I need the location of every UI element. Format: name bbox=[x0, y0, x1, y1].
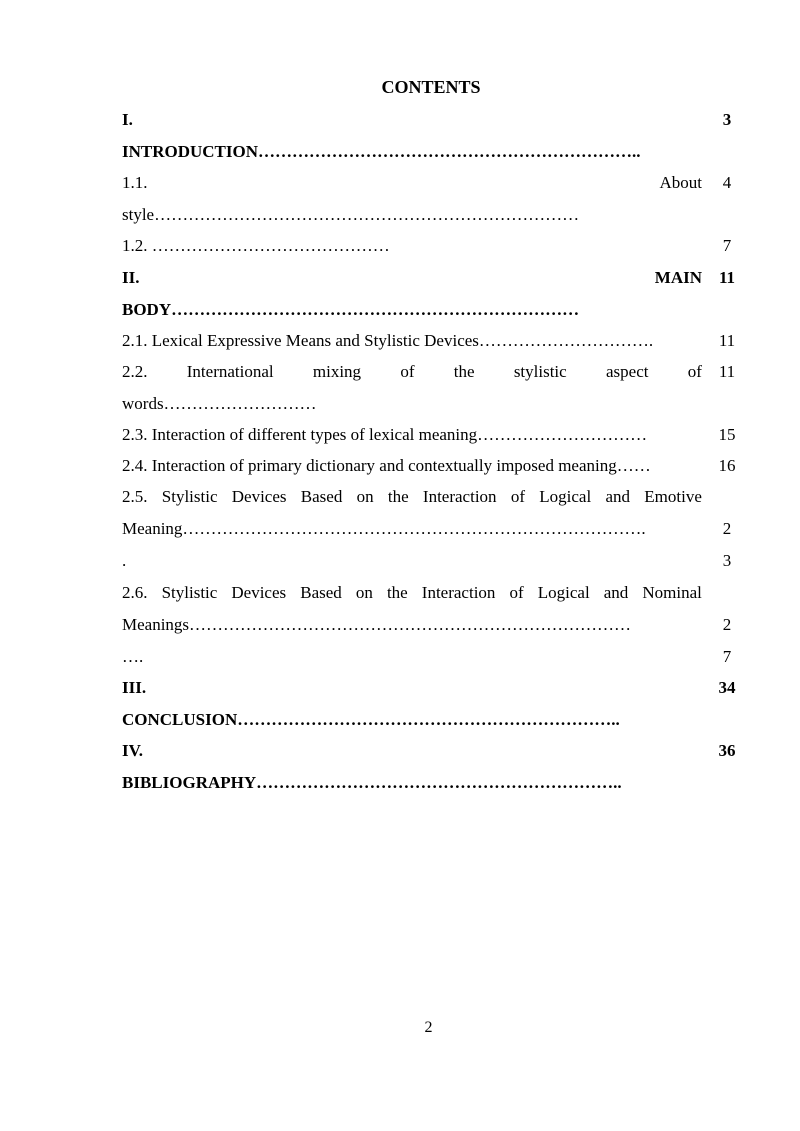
word: aspect bbox=[605, 362, 649, 381]
word: Based bbox=[300, 487, 343, 506]
toc-2-6-title bbox=[122, 582, 702, 604]
toc-2-6-page-part-a: 2 bbox=[722, 615, 732, 634]
toc-2-4-page: 16 bbox=[718, 456, 736, 475]
word: Interaction bbox=[421, 583, 496, 602]
word: and bbox=[605, 487, 630, 506]
toc-2-2-continuation: words……………………… bbox=[122, 394, 317, 413]
word: of bbox=[400, 362, 415, 381]
toc-2-6-dots: …. bbox=[122, 647, 144, 666]
word: the bbox=[387, 487, 409, 506]
word: stylistic bbox=[513, 362, 567, 381]
toc-2-4-title: 2.4. Interaction of primary dictionary and contextually imposed meaning…… bbox=[122, 456, 651, 475]
toc-conclusion-page: 34 bbox=[718, 678, 736, 697]
word: Nominal bbox=[642, 583, 702, 602]
toc-1-1-title: About bbox=[659, 173, 702, 192]
toc-intro-page: 3 bbox=[722, 110, 732, 129]
toc-2-2-title bbox=[122, 361, 702, 383]
toc-2-5-page-part-a: 2 bbox=[722, 519, 732, 538]
word: of bbox=[509, 583, 524, 602]
toc-1-2-title: 1.2. …………………………………… bbox=[122, 236, 390, 255]
page-title: CONTENTS bbox=[381, 77, 481, 97]
toc-2-2-page: 11 bbox=[718, 362, 736, 381]
toc-conclusion-number: III. bbox=[122, 678, 147, 697]
toc-bibliography-title: BIBLIOGRAPHY……………………………………………………….. bbox=[122, 773, 622, 792]
word: Stylistic bbox=[161, 487, 218, 506]
word: on bbox=[356, 487, 374, 506]
toc-2-3-title: 2.3. Interaction of different types of lexical meaning………………………… bbox=[122, 425, 648, 444]
toc-2-5-title bbox=[122, 486, 702, 508]
word: 2.5. bbox=[122, 487, 148, 506]
toc-2-1-page: 11 bbox=[718, 331, 736, 350]
toc-conclusion-title: CONCLUSION………………………………………………………….. bbox=[122, 710, 620, 729]
word: Logical bbox=[537, 583, 590, 602]
toc-1-1-continuation: style………………………………………………………………… bbox=[122, 205, 580, 224]
toc-2-5-dot: . bbox=[122, 551, 127, 570]
toc-1-1-page: 4 bbox=[722, 173, 732, 192]
word: Stylistic bbox=[161, 583, 218, 602]
word: on bbox=[355, 583, 373, 602]
toc-1-2-page: 7 bbox=[722, 236, 732, 255]
toc-2-1-title: 2.1. Lexical Expressive Means and Stylistic Devices…………………………. bbox=[122, 331, 654, 350]
word: Interaction bbox=[422, 487, 497, 506]
word: Devices bbox=[231, 583, 287, 602]
toc-main-number: II. bbox=[122, 268, 140, 287]
toc-2-5-continuation: Meaning………………………………………………………………………. bbox=[122, 519, 646, 538]
toc-bibliography-number: IV. bbox=[122, 741, 143, 760]
word: of bbox=[687, 362, 702, 381]
word: Emotive bbox=[644, 487, 702, 506]
word: mixing bbox=[312, 362, 362, 381]
word: 2.2. bbox=[122, 362, 148, 381]
word: Devices bbox=[231, 487, 287, 506]
toc-2-5-page-part-b: 3 bbox=[722, 551, 732, 570]
word: the bbox=[453, 362, 475, 381]
word: the bbox=[386, 583, 408, 602]
word: Based bbox=[300, 583, 342, 602]
word: International bbox=[186, 362, 274, 381]
page-number: 2 bbox=[424, 1019, 433, 1036]
word: Logical bbox=[539, 487, 592, 506]
toc-intro-number: I. bbox=[122, 110, 133, 129]
toc-bibliography-page: 36 bbox=[718, 741, 736, 760]
toc-intro-title: INTRODUCTION………………………………………………………….. bbox=[122, 142, 641, 161]
toc-1-1-number: 1.1. bbox=[122, 173, 148, 192]
toc-main-page: 11 bbox=[718, 268, 736, 287]
toc-2-3-page: 15 bbox=[718, 425, 736, 444]
toc-main-continuation: BODY……………………………………………………………… bbox=[122, 300, 580, 319]
word: of bbox=[510, 487, 525, 506]
toc-2-6-continuation: Meanings…………………………………………………………………… bbox=[122, 615, 632, 634]
toc-2-6-page-part-b: 7 bbox=[722, 647, 732, 666]
word: and bbox=[603, 583, 629, 602]
toc-main-title: MAIN bbox=[654, 268, 702, 287]
word: 2.6. bbox=[122, 583, 148, 602]
